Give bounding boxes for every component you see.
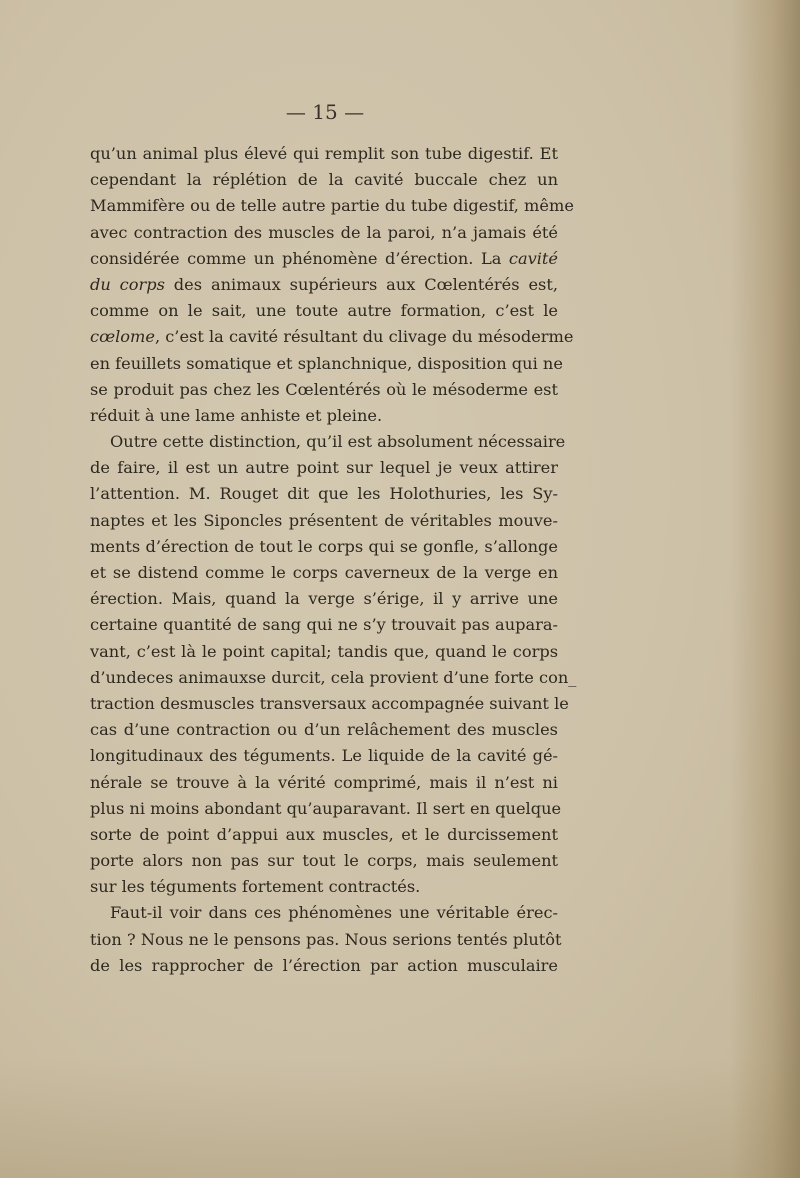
text-run: Outre cette distinction, qu’il est absolument nécessaire — [110, 432, 566, 452]
text-line — [90, 298, 558, 324]
text-line — [90, 534, 558, 560]
text-run: de les rapprocher de l’érection par action musculaire — [90, 955, 558, 975]
text-run: comme on le sait, une toute autre formation, c’est le — [90, 301, 558, 321]
text-run: en feuillets somatique et splanchnique, disposition qui ne — [90, 353, 563, 373]
text-line — [90, 141, 558, 167]
text-line — [90, 743, 558, 769]
text-line — [90, 900, 558, 926]
text-line — [90, 848, 558, 874]
text-run: cas d’une contraction ou d’un relâchement des muscles — [90, 720, 558, 740]
text-run: de faire, il est un autre point sur lequel je veux attirer — [90, 458, 558, 478]
text-run: des animaux supérieurs aux Cœlentérés est, — [164, 274, 558, 294]
text-line — [90, 377, 558, 403]
text-line — [90, 560, 558, 586]
text-line — [90, 586, 558, 612]
text-run: ments d’érection de tout le corps qui se gonfle, s’allonge — [90, 536, 558, 556]
text-run: traction desmuscles transversaux accompagnée suivant le — [90, 693, 569, 713]
text-run: Mammifère ou de telle autre partie du tube digestif, même — [90, 196, 574, 216]
text-run: plus ni moins abondant qu’auparavant. Il sert en quelque — [90, 798, 562, 818]
text-run: porte alors non pas sur tout le corps, mais seulement — [90, 851, 558, 871]
text-run: qu’un animal plus élevé qui remplit son tube digestif. Et — [90, 144, 558, 163]
text-line — [90, 429, 566, 455]
text-line — [90, 167, 558, 193]
text-line — [90, 717, 558, 743]
text-run: , c’est la cavité résultant du clivage du mésoderme — [154, 327, 574, 347]
text-run: considérée comme un phénomène d’érection. La — [90, 248, 509, 268]
text-run: sur les téguments fortement contractés. — [90, 877, 421, 897]
text-line — [90, 822, 558, 848]
text-run: sorte de point d’appui aux muscles, et le durcissement — [90, 824, 558, 844]
italic-term: du corps — [90, 274, 165, 294]
text-run: et se distend comme le corps caverneux de la verge en — [90, 563, 558, 582]
text-run: vant, c’est là le point capital; tandis que, quand le corps — [90, 641, 558, 661]
text-run: certaine quantité de sang qui ne s’y trouvait pas aupara- — [90, 615, 558, 635]
text-line — [90, 927, 562, 953]
text-run: tion ? Nous ne le pensons pas. Nous serions tentés plutôt — [90, 929, 562, 949]
text-line — [90, 455, 558, 481]
text-line — [90, 220, 558, 246]
text-run: naptes et les Siponcles présentent de véritables mouve- — [90, 510, 558, 530]
text-line — [90, 324, 574, 350]
text-run: se produit pas chez les Cœlentérés où le mésoderme est — [90, 379, 558, 399]
page-bottom-shade — [0, 1058, 800, 1178]
italic-term: cœlome — [90, 327, 155, 347]
text-run: érection. Mais, quand la verge s’érige, il y arrive une — [90, 589, 558, 609]
text-line — [90, 770, 558, 796]
text-line — [90, 639, 558, 665]
text-run: Faut-il voir dans ces phénomènes une véritable érec- — [110, 903, 558, 923]
text-line — [90, 272, 558, 298]
text-line — [90, 508, 558, 534]
text-run: l’attention. M. Rouget dit que les Holothuries, les Sy- — [90, 484, 558, 504]
text-line — [90, 953, 558, 979]
text-run: réduit à une lame anhiste et pleine. — [90, 405, 383, 425]
text-run: longitudinaux des téguments. Le liquide de la cavité gé- — [90, 746, 558, 766]
text-run: avec contraction des muscles de la paroi, n’a jamais été — [90, 222, 558, 242]
text-line — [90, 665, 577, 691]
text-run: d’undeces animauxse durcit, cela provient d’une forte con_ — [90, 667, 577, 687]
text-run: nérale se trouve à la vérité comprimé, mais il n’est ni — [90, 772, 558, 792]
text-line — [90, 351, 563, 377]
text-line — [90, 796, 562, 822]
text-line — [90, 193, 574, 219]
text-line — [90, 691, 569, 717]
text-line — [90, 403, 558, 429]
italic-term: cavité — [508, 248, 558, 268]
text-run: cependant la réplétion de la cavité buccale chez un — [90, 170, 558, 190]
page-edge-shadow — [730, 0, 800, 1178]
text-line — [90, 481, 558, 507]
text-line — [90, 612, 558, 638]
text-line — [90, 246, 558, 272]
body-text — [90, 141, 577, 979]
text-line — [90, 874, 558, 900]
page-number: — 15 — — [285, 100, 365, 124]
